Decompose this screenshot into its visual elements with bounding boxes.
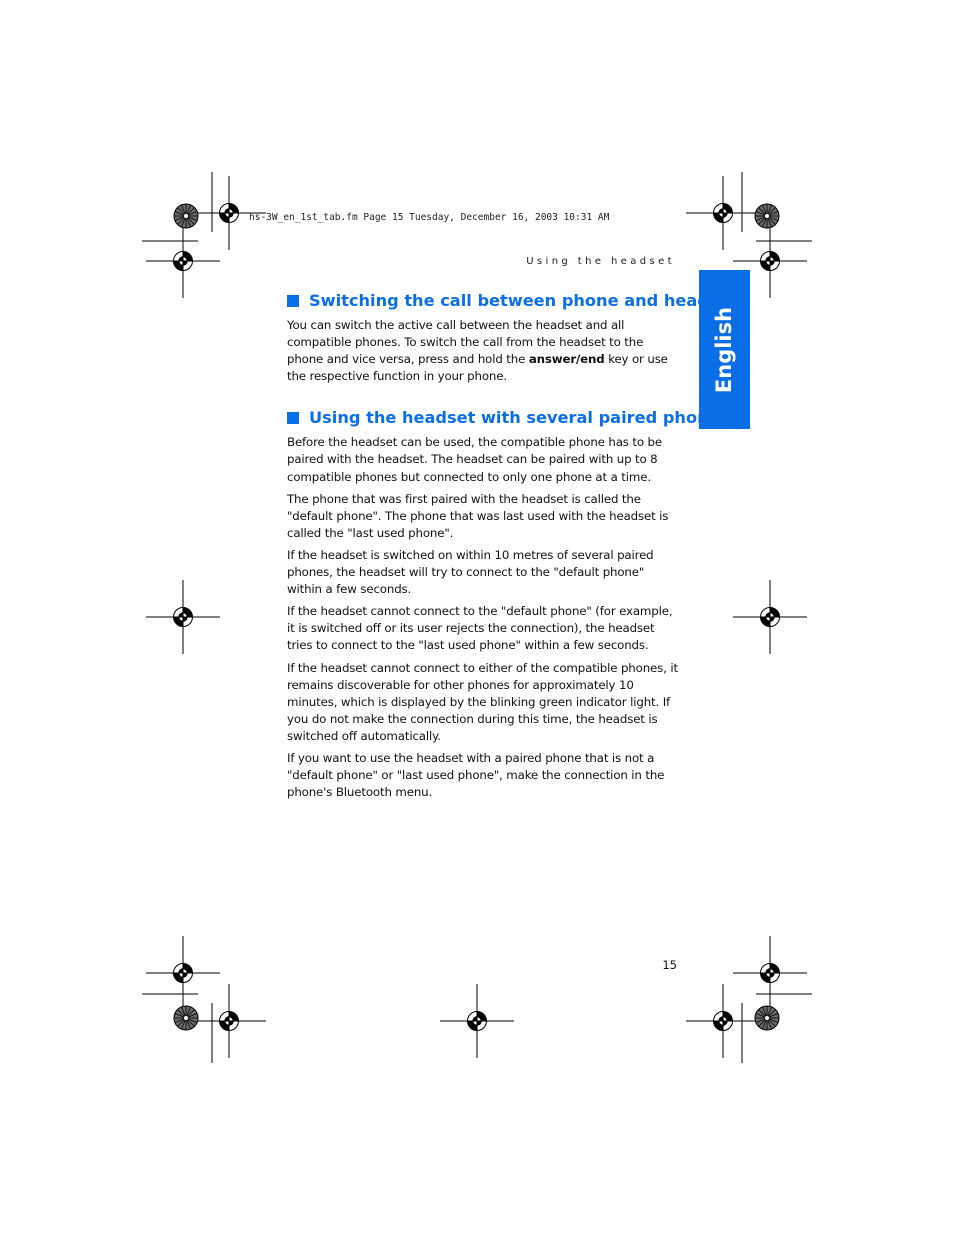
file-header: hs-3W_en_1st_tab.fm Page 15 Tuesday, December 16, 2003 10:31 AM xyxy=(249,212,610,223)
key-name: answer/end xyxy=(528,352,605,367)
paragraph: If you want to use the headset with a paired phone that is not a "default phone" or "last used phone", make the connection in the phone's Bluetooth menu. xyxy=(287,750,665,800)
page-number: 15 xyxy=(662,958,677,972)
square-bullet-icon xyxy=(287,412,299,424)
paragraph: If the headset is switched on within 10 metres of several paired phones, the headset will try to connect to the "default phone" within a few seconds. xyxy=(287,547,654,597)
paragraph: You can switch the active call between the headset and all compatible phones. To switch the call from the headset to the phone and vice versa, press and hold the answer/end key or use the respective function in your phone. xyxy=(287,318,668,384)
section-heading-paired-phones xyxy=(287,407,730,429)
paragraph: Before the headset can be used, the compatible phone has to be paired with the headset. The headset can be paired with up to 8 compatible phones but connected to only one phone at a time. xyxy=(287,435,662,484)
section-heading-switching xyxy=(287,290,738,312)
language-tab-label: English xyxy=(712,306,736,394)
running-head: Using the headset xyxy=(526,256,675,267)
paragraph: If the headset cannot connect to either of the compatible phones, it remains discoverable for other phones for approximately 10 minutes, which is displayed by the blinking green indicator light. If you do not make the connection during this time, the headset is switched off automatically. xyxy=(287,660,678,743)
paragraph: If the headset cannot connect to the "default phone" (for example, it is switched off or its user rejects the connection), the headset tries to connect to the "last used phone" within a few seconds. xyxy=(287,604,673,653)
section-title: Switching the call between phone and headset xyxy=(309,291,738,310)
section-title: Using the headset with several paired phones xyxy=(309,408,730,428)
square-bullet-icon xyxy=(287,295,299,307)
paragraph: The phone that was first paired with the headset is called the "default phone". The phone that was last used with the headset is called the "last used phone". xyxy=(287,491,669,540)
